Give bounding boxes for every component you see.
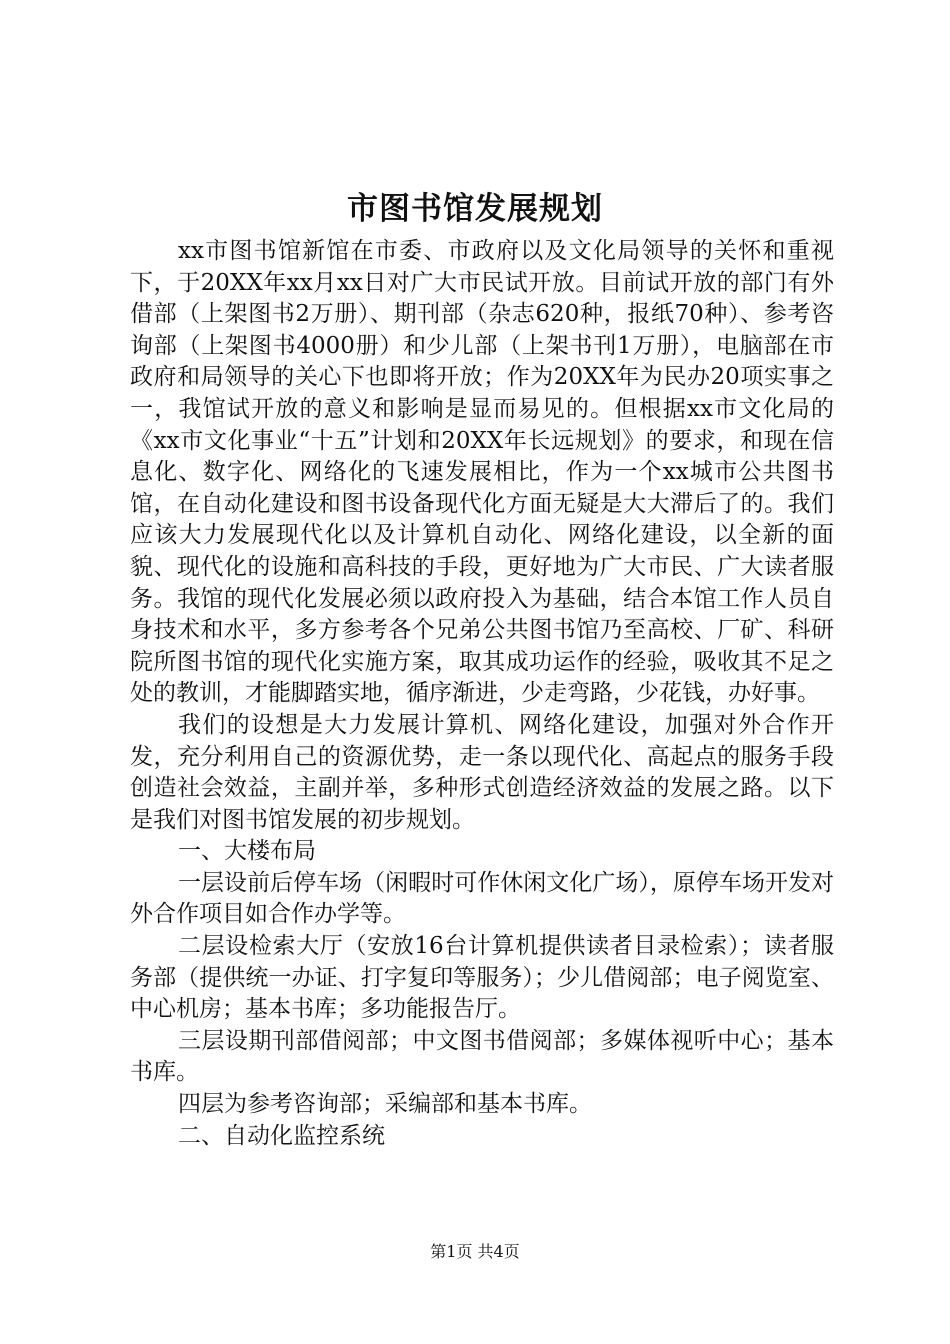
section-heading-automation-monitoring: 二、自动化监控系统 [178,1122,385,1149]
paragraph-floor-1: 一层设前后停车场（闲暇时可作休闲文化广场），原停车场开发对外合作项目如合作办学等。 [130,869,834,928]
paragraph-vision: 我们的设想是大力发展计算机、网络化建设，加强对外合作开发，充分利用自己的资源优势，走一条以现代化、高起点的服务手段创造社会效益，主副并举，多种形式创造经济效益的发展之路。以下是我们对图书馆发展的初步规划。 [130,711,834,833]
section-heading-building-layout: 一、大楼布局 [178,838,316,865]
paragraph-floor-2: 二层设检索大厅（安放16台计算机提供读者目录检索）；读者服务部（提供统一办证、打字复印等服务）；少儿借阅部；电子阅览室、中心机房；基本书库；多功能报告厅。 [130,933,834,1023]
document-title: 市图书馆发展规划 [347,191,603,227]
paragraph-intro: xx市图书馆新馆在市委、市政府以及文化局领导的关怀和重视下，于20XX年xx月xx日对广大市民试开放。目前试开放的部门有外借部（上架图书2万册）、期刊部（杂志620种，报纸70种）、参考咨询部（上架图书4000册）和少儿部（上架书刊1万册），电脑部在市政府和局领导的关心下也即将开放；作为20XX年为民办20项实事之一，我馆试开放的意义和影响是显而易见的。但根据xx市文化局的《xx市文化事业“十五”计划和20XX年长远规划》的要求，和现在信息化、数字化、网络化的飞速发展相比，作为一个xx城市公共图书馆，在自动化建设和图书设备现代化方面无疑是大大滞后了的。我们应该大力发展现代化以及计算机自动化、网络化建设，以全新的面貌、现代化的设施和高科技的手段，更好地为广大市民、广大读者服务。我馆的现代化发展必须以政府投入为基础，结合本馆工作人员自身技术和水平，多方参考各个兄弟公共图书馆乃至高校、厂矿、科研院所图书馆的现代化实施方案，取其成功运作的经验，吸收其不足之处的教训，才能脚踏实地，循序渐进，少走弯路，少花钱，办好事。 [130,238,834,707]
page-footer: 第1页 共4页 [430,1242,520,1261]
document-body [130,236,834,1152]
paragraph-floor-4: 四层为参考咨询部；采编部和基本书库。 [178,1091,592,1118]
paragraph-floor-3: 三层设期刊部借阅部；中文图书借阅部；多媒体视听中心；基本书库。 [130,1027,834,1086]
